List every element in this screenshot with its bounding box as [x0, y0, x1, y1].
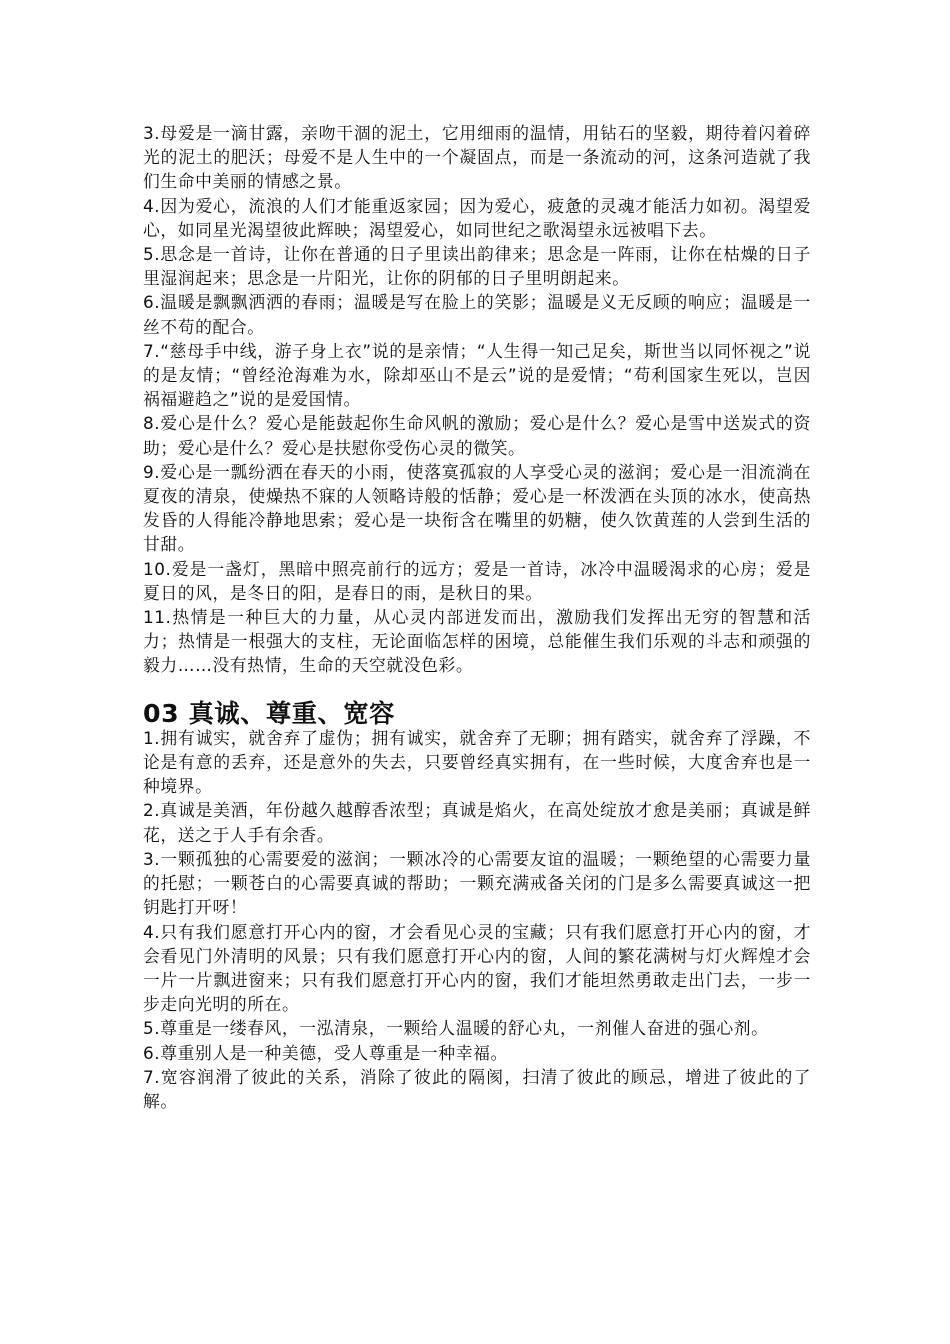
paragraph-10: 10.爱是一盏灯，黑暗中照亮前行的远方；爱是一首诗，冰冷中温暖渴求的心房；爱是夏日的风，是冬日的阳，是春日的雨，是秋日的果。 — [143, 558, 811, 603]
paragraph-8: 8.爱心是什么？爱心是能鼓起你生命风帆的激励；爱心是什么？爱心是雪中送炭式的资助；爱心是什么？爱心是扶慰你受伤心灵的微笑。 — [143, 413, 811, 458]
paragraph-11: 11.热情是一种巨大的力量，从心灵内部迸发而出，激励我们发挥出无穷的智慧和活力；热情是一根强大的支柱，无论面临怎样的困境，总能催生我们乐观的斗志和顽强的毅力……没有热情，生命的天空就没色彩。 — [143, 607, 811, 676]
paragraph-6: 6.尊重别人是一种美德，受人尊重是一种幸福。 — [143, 1042, 508, 1063]
document-page — [143, 121, 811, 1113]
paragraph-7: 7.宽容润滑了彼此的关系，消除了彼此的隔阂，扫清了彼此的顾忌，增进了彼此的了解。 — [143, 1066, 811, 1111]
paragraph-2: 2.真诚是美酒，年份越久越醇香浓型；真诚是焰火，在高处绽放才愈是美丽；真诚是鲜花，送之于人手有余香。 — [143, 800, 811, 845]
paragraph-1: 1.拥有诚实，就舍弃了虚伪；拥有诚实，就舍弃了无聊；拥有踏实，就舍弃了浮躁，不论是有意的丢弃，还是意外的失去，只要曾经真实拥有，在一些时候，大度舍弃也是一种境界。 — [143, 727, 811, 797]
paragraph-9: 9.爱心是一瓢纷洒在春天的小雨，使落寞孤寂的人享受心灵的滋润；爱心是一泪流淌在夏夜的清泉，使燥热不寐的人领略诗般的恬静；爱心是一杯泼洒在头顶的冰水，使高热发昏的人得能冷静地思索；爱心是一块衔含在嘴里的奶糖，使久饮黄莲的人尝到生活的甘甜。 — [143, 461, 811, 555]
section-love-paragraphs — [143, 121, 811, 678]
paragraph-4: 4.因为爱心，流浪的人们才能重返家园；因为爱心，疲惫的灵魂才能活力如初。渴望爱心，如同星光渴望彼此辉映；渴望爱心，如同世纪之歌渴望永远被唱下去。 — [143, 195, 811, 240]
paragraph-6: 6.温暖是飘飘洒洒的春雨；温暖是写在脸上的笑影；温暖是义无反顾的响应；温暖是一丝不苟的配合。 — [143, 292, 811, 337]
paragraph-7: 7.“慈母手中线，游子身上衣”说的是亲情；“人生得一知己足矣，斯世当以同怀视之”说的是友情；“曾经沧海难为水，除却巫山不是云”说的是爱情；“苟利国家生死以，岂因祸福避趋之”说的是爱国情。 — [143, 340, 811, 410]
paragraph-5: 5.思念是一首诗，让你在普通的日子里读出韵律来；思念是一阵雨，让你在枯燥的日子里湿润起来；思念是一片阳光，让你的阴郁的日子里明朗起来。 — [143, 244, 811, 289]
paragraph-5: 5.尊重是一缕春风，一泓清泉，一颗给人温暖的舒心丸，一剂催人奋进的强心剂。 — [143, 1018, 769, 1039]
paragraph-3: 3.一颗孤独的心需要爱的滋润；一颗冰冷的心需要友谊的温暖；一颗绝望的心需要力量的托慰；一颗苍白的心需要真诚的帮助；一颗充满戒备关闭的门是多么需要真诚这一把钥匙打开呀！ — [143, 848, 811, 918]
section-sincerity — [143, 698, 811, 1113]
section-heading: 03 真诚、尊重、宽容 — [143, 698, 395, 728]
paragraph-4: 4.只有我们愿意打开心内的窗，才会看见心灵的宝藏；只有我们愿意打开心内的窗，才会看见门外清明的风景；只有我们愿意打开心内的窗，人间的繁花满树与灯火辉煌才会一片一片飘进窗来；只有我们愿意打开心内的窗，我们才能坦然勇敢走出门去，一步一步走向光明的所在。 — [143, 921, 811, 1015]
paragraph-3: 3.母爱是一滴甘露，亲吻干涸的泥土，它用细雨的温情，用钻石的坚毅，期待着闪着碎光的泥土的肥沃；母爱不是人生中的一个凝固点，而是一条流动的河，这条河造就了我们生命中美丽的情感之景。 — [143, 123, 811, 192]
